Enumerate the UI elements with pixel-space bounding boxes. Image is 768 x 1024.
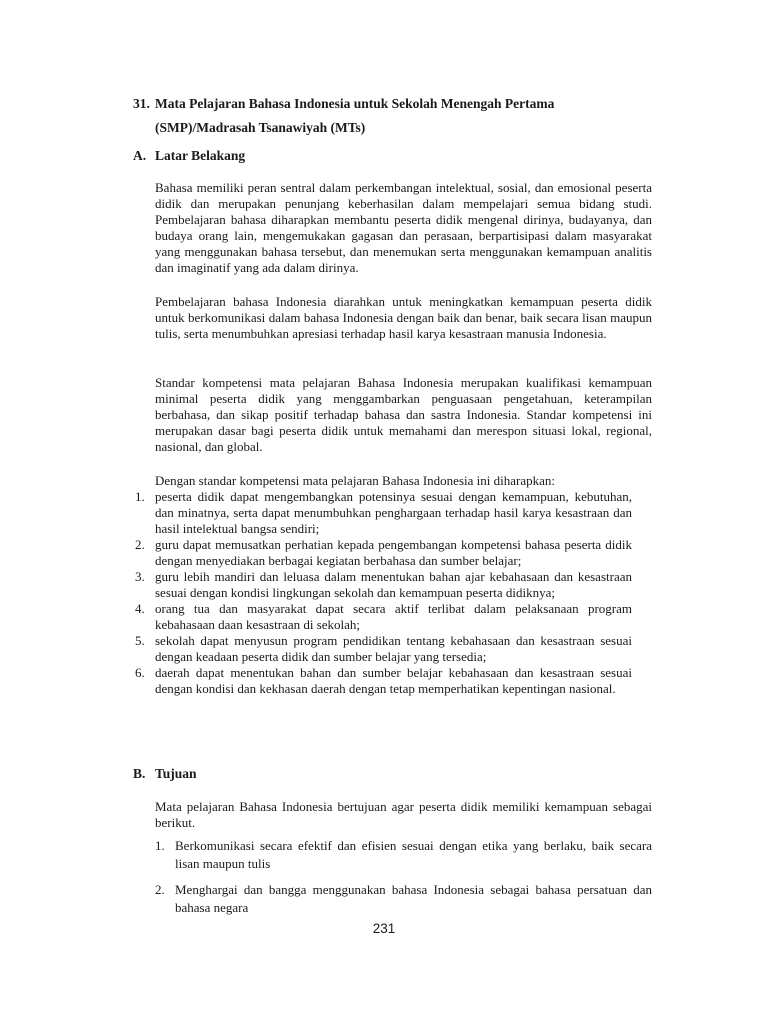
paragraph-text: Mata pelajaran Bahasa Indonesia bertujuan agar peserta didik memiliki kemampuan sebagai berikut.	[155, 799, 652, 830]
section-b-heading	[133, 766, 197, 782]
expectations-list	[135, 489, 632, 697]
section-a-heading	[133, 148, 245, 164]
list-item-text: orang tua dan masyarakat dapat secara aktif terlibat dalam pelaksanaan program kebahasaan daan kesastraan di sekolah;	[155, 601, 632, 632]
list-item	[155, 837, 652, 873]
list-item-number: 2.	[155, 882, 165, 897]
list-item-text: guru lebih mandiri dan leluasa dalam menentukan bahan ajar kebahasaan dan kesastraan sesuai dengan kondisi lingkungan sekolah dan kemampuan peserta didiknya;	[155, 569, 632, 600]
list-item	[135, 537, 632, 569]
section-a-paragraph-1	[155, 180, 652, 276]
section-a-paragraph-3	[155, 375, 652, 455]
list-item-number: 2.	[135, 537, 145, 552]
title-line-2: (SMP)/Madrasah Tsanawiyah (MTs)	[155, 120, 366, 135]
section-b-letter: B.	[133, 766, 146, 781]
list-item-text: daerah dapat menentukan bahan dan sumber belajar kebahasaan dan kesastraan sesuai dengan kondisi dan kekhasan daerah dengan tetap memperhatikan kepentingan nasional.	[155, 665, 632, 696]
list-item-text: peserta didik dapat mengembangkan potensinya sesuai dengan kemampuan, kebutuhan, dan minatnya, serta dapat menumbuhkan penghargaan terhadap hasil karya kesastraan dan hasil intelektual bangsa sendiri;	[155, 489, 632, 536]
section-b-title: Tujuan	[155, 766, 197, 781]
document-title	[133, 92, 554, 140]
list-item	[135, 601, 632, 633]
list-item-number: 1.	[155, 838, 165, 853]
list-item	[135, 633, 632, 665]
list-item	[155, 881, 652, 917]
list-item-number: 5.	[135, 633, 145, 648]
list-item-text: Menghargai dan bangga menggunakan bahasa Indonesia sebagai bahasa persatuan dan bahasa negara	[175, 882, 652, 915]
list-item	[135, 665, 632, 697]
paragraph-text: Bahasa memiliki peran sentral dalam perkembangan intelektual, sosial, dan emosional peserta didik dan merupakan penunjang keberhasilan dalam mempelajari semua bidang studi. Pembelajaran bahasa diharapkan membantu peserta didik mengenal dirinya, budayanya, dan budaya orang lain, mengemukakan gagasan dan perasaan, berpartisipasi dalam masyarakat yang menggunakan bahasa tersebut, dan menemukan serta menggunakan kemampuan analitis dan imaginatif yang ada dalam dirinya.	[155, 180, 652, 275]
paragraph-text: Standar kompetensi mata pelajaran Bahasa Indonesia merupakan kualifikasi kemampuan minimal peserta didik yang menggambarkan penguasaan pengetahuan, keterampilan berbahasa, dan sikap positif terhadap bahasa dan sastra Indonesia. Standar kompetensi ini merupakan dasar bagi peserta didik untuk memahami dan merespon situasi lokal, regional, nasional, dan global.	[155, 375, 652, 454]
list-item-number: 4.	[135, 601, 145, 616]
title-line-1: Mata Pelajaran Bahasa Indonesia untuk Sekolah Menengah Pertama	[155, 96, 555, 111]
list-item-number: 1.	[135, 489, 145, 504]
list-item-number: 6.	[135, 665, 145, 680]
section-a-letter: A.	[133, 148, 147, 163]
section-a-paragraph-2	[155, 294, 652, 342]
list-item-number: 3.	[135, 569, 145, 584]
section-a-list-intro	[155, 473, 652, 489]
page-number: 231	[372, 921, 396, 936]
list-item	[135, 489, 632, 537]
paragraph-text: Pembelajaran bahasa Indonesia diarahkan untuk meningkatkan kemampuan peserta didik untuk berkomunikasi dalam bahasa Indonesia dengan baik dan benar, baik secara lisan maupun tulis, serta menumbuhkan apresiasi terhadap hasil karya kesastraan manusia Indonesia.	[155, 294, 652, 341]
list-intro-text: Dengan standar kompetensi mata pelajaran Bahasa Indonesia ini diharapkan:	[155, 473, 555, 488]
list-item-text: guru dapat memusatkan perhatian kepada pengembangan kompetensi bahasa peserta didik dengan menyediakan berbagai kegiatan berbahasa dan sumber belajar;	[155, 537, 632, 568]
list-item-text: sekolah dapat menyusun program pendidikan tentang kebahasaan dan kesastraan sesuai dengan keadaan peserta didik dan sumber belajar yang tersedia;	[155, 633, 632, 664]
list-item	[135, 569, 632, 601]
section-a-title: Latar Belakang	[155, 148, 246, 163]
section-b-intro	[155, 799, 652, 831]
list-item-text: Berkomunikasi secara efektif dan efisien sesuai dengan etika yang berlaku, baik secara lisan maupun tulis	[175, 838, 652, 871]
title-number: 31.	[133, 96, 150, 111]
goals-list	[155, 837, 652, 925]
